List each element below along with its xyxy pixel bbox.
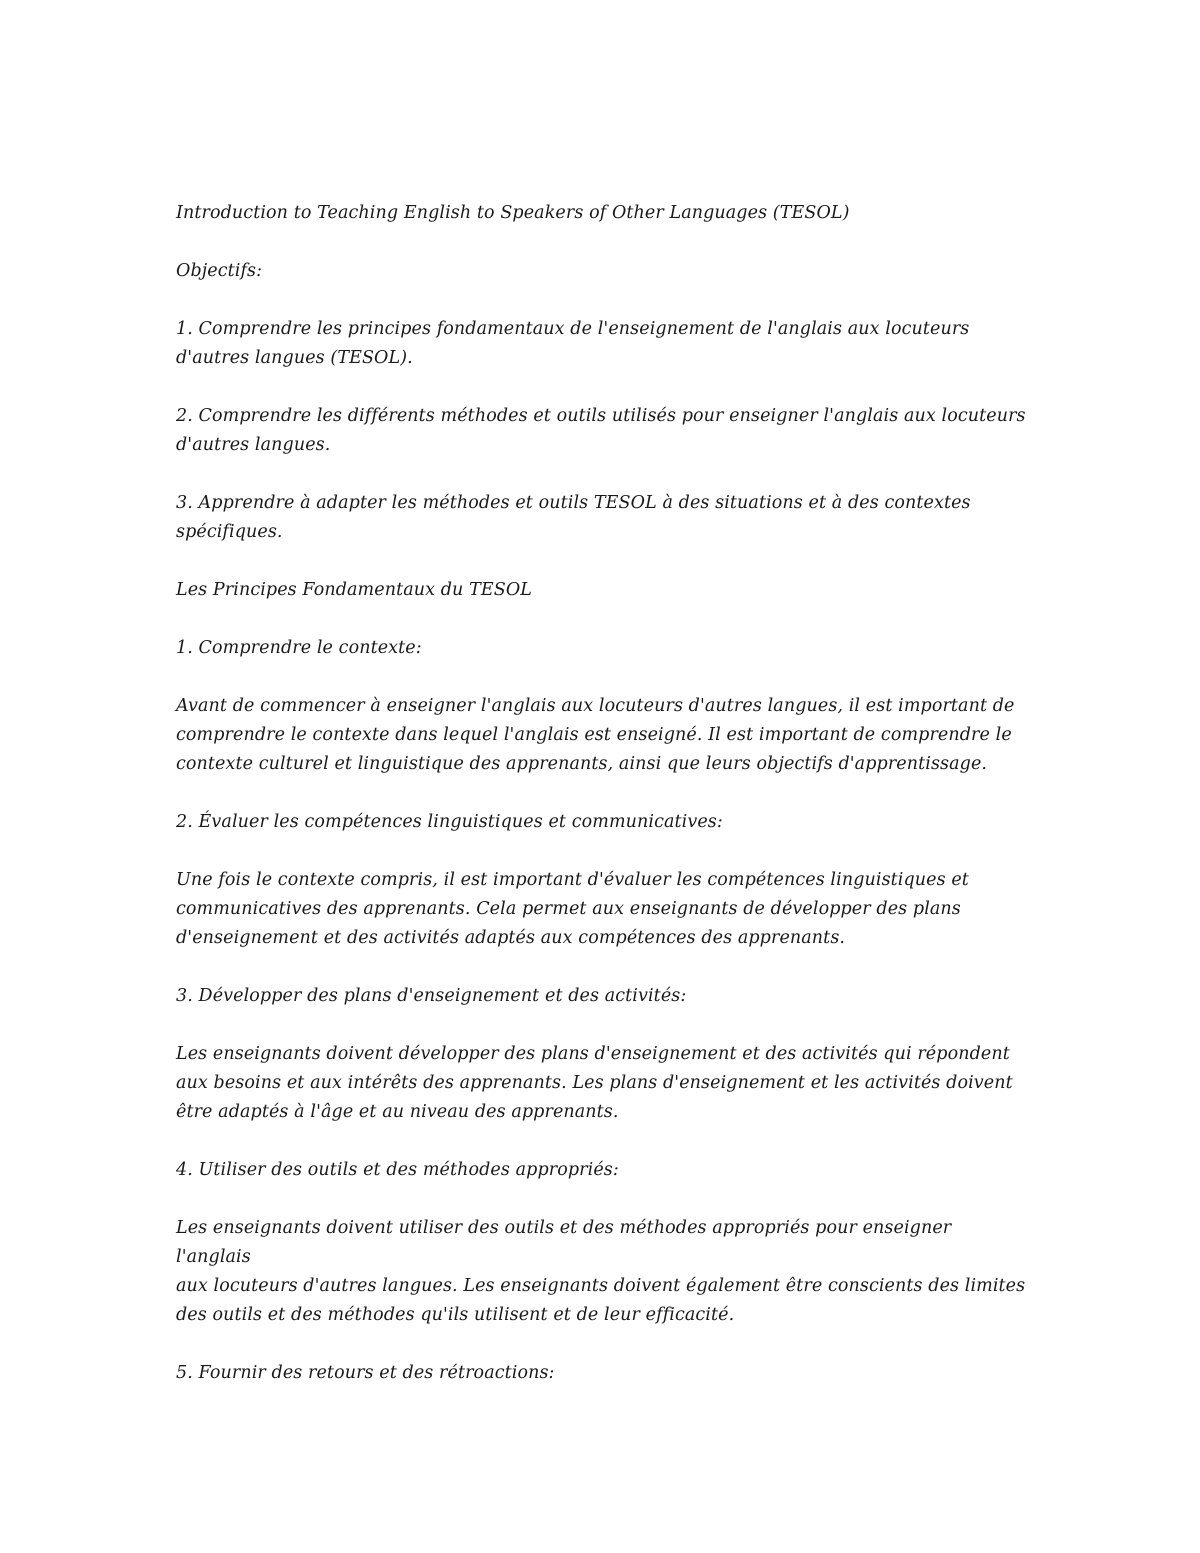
document-content bbox=[176, 199, 1026, 1417]
section-heading: Les Principes Fondamentaux du TESOL bbox=[176, 580, 532, 600]
document-title: Introduction to Teaching English to Speakers of Other Languages (TESOL) bbox=[176, 203, 850, 223]
objective-item: 2. Comprendre les différents méthodes et outils utilisés pour enseigner l'anglais aux locuteurs d'autres langues. bbox=[176, 406, 1026, 455]
principle-body: Les enseignants doivent développer des plans d'enseignement et des activités qui répondent aux besoins et aux intérêts des apprenants. Les plans d'enseignement et les activités doivent être adaptés à l'âge et au niveau des apprenants. bbox=[176, 1044, 1013, 1122]
principle-heading: 1. Comprendre le contexte: bbox=[176, 638, 422, 658]
objective-item: 1. Comprendre les principes fondamentaux de l'enseignement de l'anglais aux locuteurs d'autres langues (TESOL). bbox=[176, 319, 970, 368]
objective-item: 3. Apprendre à adapter les méthodes et outils TESOL à des situations et à des contextes spécifiques. bbox=[176, 493, 971, 542]
principle-body: Avant de commencer à enseigner l'anglais aux locuteurs d'autres langues, il est important de comprendre le contexte dans lequel l'anglais est enseigné. Il est important de comprendre le contexte culturel et linguistique des apprenants, ainsi que leurs objectifs d'apprentissage. bbox=[176, 696, 1015, 774]
principle-heading: 2. Évaluer les compétences linguistiques et communicatives: bbox=[176, 812, 723, 832]
principle-body: Une fois le contexte compris, il est important d'évaluer les compétences linguistiques et communicatives des apprenants. Cela permet aux enseignants de développer des plans d'enseignement et des activités adaptés aux compétences des apprenants. bbox=[176, 870, 969, 948]
principle-body: Les enseignants doivent utiliser des outils et des méthodes appropriés pour enseigner l'anglais aux locuteurs d'autres langues. Les enseignants doivent également être conscients des limites des outils et des méthodes qu'ils utilisent et de leur efficacité. bbox=[176, 1218, 1026, 1325]
objectives-heading: Objectifs: bbox=[176, 261, 263, 281]
principle-heading: 3. Développer des plans d'enseignement et des activités: bbox=[176, 986, 687, 1006]
principle-heading: 4. Utiliser des outils et des méthodes appropriés: bbox=[176, 1160, 619, 1180]
principle-heading: 5. Fournir des retours et des rétroactions: bbox=[176, 1363, 555, 1383]
